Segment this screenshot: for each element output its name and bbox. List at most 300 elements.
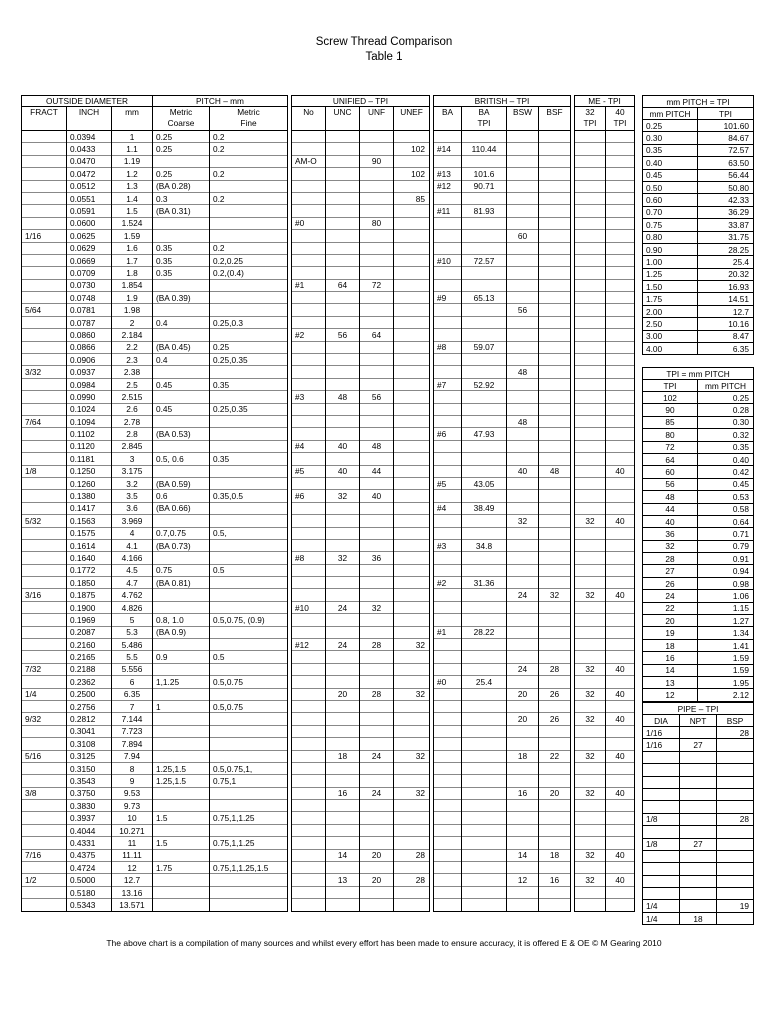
cell-metric-coarse — [153, 155, 210, 167]
cell-no — [292, 614, 326, 626]
cell-metric-fine: 0.5,0.75, (0.9) — [210, 614, 288, 626]
cell-unef — [394, 800, 430, 812]
cell-metric-fine — [210, 849, 288, 861]
cell-mm: 1.3 — [112, 180, 153, 192]
cell-fract: 1/8 — [22, 465, 67, 477]
cell-me-32-tpi — [575, 217, 606, 229]
cell-unc — [326, 143, 360, 155]
cell-metric-coarse: 0.9 — [153, 651, 210, 663]
table-row — [22, 824, 635, 836]
cell-me-32-tpi — [575, 700, 606, 712]
cell-bsf — [539, 378, 571, 390]
cell-unef: 32 — [394, 688, 430, 700]
cell-bsf — [539, 886, 571, 898]
cell-unc — [326, 502, 360, 514]
cell-ba — [434, 366, 462, 378]
cell-mm: 1.2 — [112, 168, 153, 180]
cell-ba-tpi — [462, 354, 507, 366]
cell-mm: 1.19 — [112, 155, 153, 167]
table-row — [22, 775, 635, 787]
tpi-mm-pitch-cell: 1.59 — [698, 652, 754, 664]
cell-no — [292, 415, 326, 427]
cell-ba: #4 — [434, 502, 462, 514]
cell-inch: 0.4331 — [67, 837, 112, 849]
cell-unf: 64 — [360, 329, 394, 341]
mm-pitch-tpi-row — [643, 343, 754, 355]
tpi-mm-pitch-cell: 0.64 — [698, 515, 754, 527]
mm-pitch-tpi-table — [642, 95, 754, 355]
cell-unef — [394, 465, 430, 477]
tpi-mm-pitch-cell: 0.58 — [698, 503, 754, 515]
cell-metric-coarse — [153, 899, 210, 911]
cell-no: #10 — [292, 601, 326, 613]
cell-metric-coarse — [153, 589, 210, 601]
mm-pitch-tpi-row — [643, 181, 754, 193]
cell-metric-coarse: 0.35 — [153, 267, 210, 279]
cell-ba-tpi — [462, 242, 507, 254]
cell-bsw — [507, 403, 539, 415]
cell-unf — [360, 143, 394, 155]
mm-pitch-tpi-cell: 0.60 — [643, 194, 698, 206]
cell-metric-coarse — [153, 601, 210, 613]
cell-unc — [326, 230, 360, 242]
cell-metric-coarse — [153, 391, 210, 403]
cell-inch: 0.5180 — [67, 886, 112, 898]
cell-unc — [326, 378, 360, 390]
cell-ba: #6 — [434, 428, 462, 440]
cell-metric-fine: 0.25,0.3 — [210, 316, 288, 328]
mm-pitch-tpi-row — [643, 305, 754, 317]
cell-me-40-tpi — [606, 862, 635, 874]
mm-pitch-tpi-cell: 63.50 — [698, 157, 754, 169]
cell-mm: 1.6 — [112, 242, 153, 254]
cell-metric-coarse — [153, 725, 210, 737]
cell-bsf — [539, 639, 571, 651]
table-row — [22, 415, 635, 427]
cell-metric-fine — [210, 886, 288, 898]
cell-unc — [326, 527, 360, 539]
cell-me-40-tpi — [606, 502, 635, 514]
cell-unc — [326, 577, 360, 589]
cell-metric-fine — [210, 874, 288, 886]
cell-inch: 0.1380 — [67, 490, 112, 502]
cell-fract: 9/32 — [22, 713, 67, 725]
cell-bsw — [507, 453, 539, 465]
cell-fract — [22, 775, 67, 787]
cell-unc: 18 — [326, 750, 360, 762]
cell-me-40-tpi — [606, 564, 635, 576]
pipe-tpi-cell — [680, 863, 717, 875]
cell-me-40-tpi — [606, 366, 635, 378]
cell-bsw — [507, 651, 539, 663]
cell-unef — [394, 378, 430, 390]
cell-metric-coarse: 0.45 — [153, 403, 210, 415]
pipe-tpi-cell — [680, 850, 717, 862]
cell-metric-fine — [210, 601, 288, 613]
col-header-ba-tpi: BA TPI — [462, 107, 507, 131]
cell-no — [292, 837, 326, 849]
tpi-mm-pitch-cell: 0.53 — [698, 491, 754, 503]
cell-metric-fine: 0.2,(0.4) — [210, 267, 288, 279]
cell-ba — [434, 279, 462, 291]
tpi-mm-pitch-row — [643, 652, 754, 664]
cell-ba-tpi — [462, 725, 507, 737]
table-row — [22, 329, 635, 341]
cell-unc — [326, 415, 360, 427]
table-row — [22, 651, 635, 663]
pipe-tpi-cell: 1/8 — [643, 813, 680, 825]
table-row — [22, 639, 635, 651]
cell-unf — [360, 899, 394, 911]
mm-pitch-tpi-row — [643, 144, 754, 156]
cell-unf: 56 — [360, 391, 394, 403]
cell-ba-tpi: 81.93 — [462, 205, 507, 217]
table-row — [22, 230, 635, 242]
cell-inch: 0.2812 — [67, 713, 112, 725]
cell-me-40-tpi — [606, 131, 635, 143]
cell-metric-coarse: 0.3 — [153, 192, 210, 204]
cell-metric-fine — [210, 428, 288, 440]
mm-pitch-tpi-cell: 6.35 — [698, 343, 754, 355]
cell-bsw: 40 — [507, 465, 539, 477]
tpi-mm-pitch-row — [643, 441, 754, 453]
col-header-ba: BA — [434, 107, 462, 131]
cell-bsw — [507, 192, 539, 204]
cell-metric-fine — [210, 217, 288, 229]
cell-ba-tpi — [462, 601, 507, 613]
cell-no — [292, 515, 326, 527]
cell-me-32-tpi — [575, 329, 606, 341]
mm-pitch-tpi-cell: 36.29 — [698, 206, 754, 218]
cell-unc — [326, 267, 360, 279]
tpi-mm-pitch-cell: 14 — [643, 664, 698, 676]
cell-ba-tpi — [462, 738, 507, 750]
cell-no — [292, 292, 326, 304]
mm-pitch-tpi-row — [643, 256, 754, 268]
cell-bsw — [507, 626, 539, 638]
cell-unf: 20 — [360, 849, 394, 861]
cell-bsw: 16 — [507, 787, 539, 799]
group-header-me-tpi: ME - TPI — [575, 96, 635, 107]
cell-metric-fine: 0.75,1 — [210, 775, 288, 787]
cell-metric-coarse: (BA 0.31) — [153, 205, 210, 217]
pipe-tpi-row — [643, 801, 754, 813]
tpi-mm-pitch-cell: 1.41 — [698, 639, 754, 651]
cell-metric-fine: 0.75,1,1.25 — [210, 837, 288, 849]
pipe-tpi-header: DIA — [643, 715, 680, 727]
cell-me-40-tpi: 40 — [606, 750, 635, 762]
cell-unf — [360, 341, 394, 353]
cell-bsw — [507, 502, 539, 514]
cell-bsf — [539, 453, 571, 465]
table-row — [22, 676, 635, 688]
cell-unef — [394, 899, 430, 911]
pipe-tpi-header: BSP — [717, 715, 754, 727]
cell-unf: 24 — [360, 787, 394, 799]
cell-no — [292, 738, 326, 750]
cell-metric-fine — [210, 899, 288, 911]
cell-unf — [360, 762, 394, 774]
cell-me-40-tpi — [606, 267, 635, 279]
cell-bsw — [507, 428, 539, 440]
cell-no — [292, 688, 326, 700]
cell-mm: 4.762 — [112, 589, 153, 601]
pipe-tpi-row — [643, 776, 754, 788]
cell-me-32-tpi — [575, 899, 606, 911]
cell-unc — [326, 131, 360, 143]
cell-no: #5 — [292, 465, 326, 477]
tpi-mm-pitch-row — [643, 676, 754, 688]
cell-inch: 0.1260 — [67, 477, 112, 489]
cell-bsw — [507, 440, 539, 452]
cell-me-40-tpi — [606, 800, 635, 812]
cell-unf — [360, 354, 394, 366]
table-row — [22, 527, 635, 539]
cell-inch: 0.1181 — [67, 453, 112, 465]
cell-me-40-tpi — [606, 453, 635, 465]
cell-unc — [326, 292, 360, 304]
cell-bsf — [539, 824, 571, 836]
cell-unf — [360, 527, 394, 539]
cell-metric-coarse: 0.7,0.75 — [153, 527, 210, 539]
cell-ba — [434, 515, 462, 527]
col-header-bsf: BSF — [539, 107, 571, 131]
cell-bsf — [539, 428, 571, 440]
cell-unf — [360, 205, 394, 217]
cell-inch: 0.4044 — [67, 824, 112, 836]
tpi-mm-pitch-row — [643, 664, 754, 676]
cell-ba-tpi: 65.13 — [462, 292, 507, 304]
mm-pitch-tpi-row — [643, 281, 754, 293]
cell-unf — [360, 267, 394, 279]
cell-bsf — [539, 899, 571, 911]
cell-inch: 0.0591 — [67, 205, 112, 217]
table-row — [22, 564, 635, 576]
pipe-tpi-row — [643, 727, 754, 739]
table-row — [22, 800, 635, 812]
cell-me-32-tpi: 32 — [575, 589, 606, 601]
cell-mm: 1.5 — [112, 205, 153, 217]
cell-mm: 4.826 — [112, 601, 153, 613]
cell-unc — [326, 676, 360, 688]
table-row — [22, 378, 635, 390]
cell-me-32-tpi — [575, 316, 606, 328]
cell-no: #6 — [292, 490, 326, 502]
cell-ba — [434, 812, 462, 824]
cell-ba-tpi — [462, 279, 507, 291]
cell-me-32-tpi: 32 — [575, 515, 606, 527]
cell-metric-coarse — [153, 552, 210, 564]
cell-ba — [434, 329, 462, 341]
cell-metric-fine — [210, 639, 288, 651]
cell-no: AM-O — [292, 155, 326, 167]
cell-unef — [394, 304, 430, 316]
cell-ba-tpi — [462, 614, 507, 626]
cell-no — [292, 168, 326, 180]
cell-metric-fine — [210, 502, 288, 514]
cell-fract: 5/16 — [22, 750, 67, 762]
pipe-tpi-cell — [717, 826, 754, 838]
cell-me-32-tpi — [575, 800, 606, 812]
cell-ba-tpi — [462, 453, 507, 465]
cell-unef — [394, 725, 430, 737]
cell-me-40-tpi — [606, 837, 635, 849]
mm-pitch-tpi-row — [643, 120, 754, 132]
pipe-tpi-row — [643, 838, 754, 850]
col-header-me-40-tpi: 40 TPI — [606, 107, 635, 131]
pipe-tpi-cell — [680, 751, 717, 763]
tpi-mm-pitch-cell: 0.42 — [698, 466, 754, 478]
pipe-tpi-cell: 19 — [717, 900, 754, 912]
cell-me-32-tpi — [575, 440, 606, 452]
cell-metric-coarse: 0.6 — [153, 490, 210, 502]
cell-metric-fine — [210, 824, 288, 836]
table-row — [22, 502, 635, 514]
cell-ba-tpi — [462, 316, 507, 328]
cell-no: #8 — [292, 552, 326, 564]
cell-me-32-tpi: 32 — [575, 874, 606, 886]
cell-ba — [434, 155, 462, 167]
cell-ba-tpi — [462, 564, 507, 576]
cell-me-40-tpi — [606, 180, 635, 192]
col-header-no: No — [292, 107, 326, 131]
tpi-mm-pitch-cell: 0.94 — [698, 565, 754, 577]
pipe-tpi-cell — [717, 863, 754, 875]
table-row — [22, 453, 635, 465]
cell-bsf — [539, 205, 571, 217]
cell-fract — [22, 899, 67, 911]
cell-unef: 85 — [394, 192, 430, 204]
cell-metric-fine — [210, 440, 288, 452]
tpi-mm-pitch-cell: 0.79 — [698, 540, 754, 552]
cell-metric-coarse: (BA 0.66) — [153, 502, 210, 514]
cell-unef — [394, 180, 430, 192]
pipe-tpi-row — [643, 788, 754, 800]
cell-me-32-tpi — [575, 502, 606, 514]
cell-fract — [22, 700, 67, 712]
tpi-mm-pitch-cell: 16 — [643, 652, 698, 664]
cell-inch: 0.0860 — [67, 329, 112, 341]
cell-fract — [22, 577, 67, 589]
cell-bsf — [539, 304, 571, 316]
cell-ba — [434, 762, 462, 774]
cell-unc: 40 — [326, 440, 360, 452]
cell-no: #3 — [292, 391, 326, 403]
cell-unef — [394, 738, 430, 750]
table-row — [22, 577, 635, 589]
cell-metric-fine: 0.35,0.5 — [210, 490, 288, 502]
cell-metric-coarse: 0.4 — [153, 316, 210, 328]
cell-me-32-tpi: 32 — [575, 787, 606, 799]
tpi-mm-pitch-cell: 56 — [643, 478, 698, 490]
cell-unc — [326, 762, 360, 774]
cell-ba — [434, 490, 462, 502]
group-header-outside-diameter: OUTSIDE DIAMETER — [22, 96, 153, 107]
cell-me-40-tpi — [606, 601, 635, 613]
cell-me-40-tpi: 40 — [606, 663, 635, 675]
cell-me-32-tpi — [575, 391, 606, 403]
cell-bsw — [507, 242, 539, 254]
cell-mm: 1.7 — [112, 254, 153, 266]
cell-metric-coarse: 0.25 — [153, 168, 210, 180]
cell-no — [292, 304, 326, 316]
cell-mm: 12 — [112, 862, 153, 874]
tpi-mm-pitch-row — [643, 577, 754, 589]
cell-bsf — [539, 354, 571, 366]
cell-bsw: 20 — [507, 713, 539, 725]
cell-ba-tpi — [462, 131, 507, 143]
cell-fract: 5/64 — [22, 304, 67, 316]
cell-unf: 72 — [360, 279, 394, 291]
cell-unef — [394, 366, 430, 378]
table-row — [22, 180, 635, 192]
cell-bsw — [507, 601, 539, 613]
cell-unf — [360, 230, 394, 242]
cell-unf: 48 — [360, 440, 394, 452]
cell-unf — [360, 676, 394, 688]
cell-me-32-tpi — [575, 465, 606, 477]
cell-bsw — [507, 143, 539, 155]
cell-ba-tpi — [462, 899, 507, 911]
cell-no — [292, 762, 326, 774]
cell-fract — [22, 131, 67, 143]
cell-bsw: 48 — [507, 415, 539, 427]
cell-metric-fine — [210, 787, 288, 799]
cell-me-40-tpi — [606, 192, 635, 204]
cell-unef — [394, 713, 430, 725]
cell-ba-tpi — [462, 800, 507, 812]
tpi-mm-pitch-cell: 1.34 — [698, 627, 754, 639]
cell-fract — [22, 738, 67, 750]
table-row — [22, 354, 635, 366]
cell-metric-coarse: (BA 0.28) — [153, 180, 210, 192]
cell-me-32-tpi: 32 — [575, 663, 606, 675]
pipe-tpi-cell — [717, 888, 754, 900]
cell-me-40-tpi — [606, 143, 635, 155]
cell-bsw — [507, 862, 539, 874]
cell-bsw — [507, 824, 539, 836]
cell-bsf — [539, 403, 571, 415]
table-row — [22, 217, 635, 229]
cell-me-32-tpi — [575, 886, 606, 898]
cell-bsf — [539, 341, 571, 353]
tpi-mm-pitch-row — [643, 429, 754, 441]
cell-me-32-tpi: 32 — [575, 713, 606, 725]
cell-bsf — [539, 651, 571, 663]
cell-unf: 28 — [360, 688, 394, 700]
cell-fract: 1/4 — [22, 688, 67, 700]
cell-ba-tpi: 28.22 — [462, 626, 507, 638]
cell-unef — [394, 490, 430, 502]
cell-bsf — [539, 738, 571, 750]
cell-fract — [22, 824, 67, 836]
cell-unc — [326, 886, 360, 898]
mm-pitch-tpi-row — [643, 293, 754, 305]
cell-metric-fine — [210, 304, 288, 316]
cell-bsw — [507, 614, 539, 626]
cell-me-40-tpi: 40 — [606, 874, 635, 886]
cell-bsw — [507, 378, 539, 390]
cell-me-32-tpi — [575, 601, 606, 613]
cell-no — [292, 354, 326, 366]
table-row — [22, 874, 635, 886]
table-row — [22, 589, 635, 601]
cell-ba: #9 — [434, 292, 462, 304]
cell-ba-tpi — [462, 515, 507, 527]
table-row — [22, 614, 635, 626]
cell-mm: 7.723 — [112, 725, 153, 737]
cell-me-40-tpi — [606, 676, 635, 688]
